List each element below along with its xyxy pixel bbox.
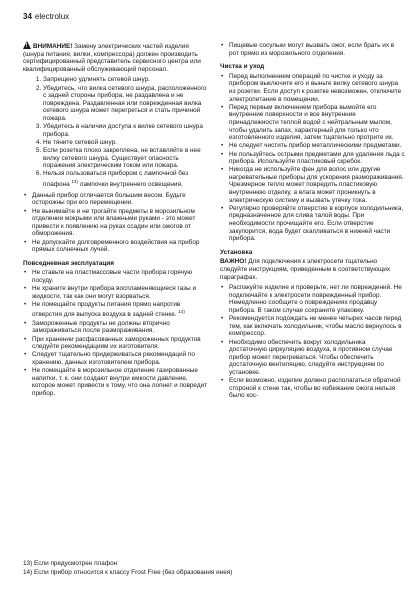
list-item: • Не допускайте долговременного воздействия на прибор прямых солнечных лучей.: [32, 239, 209, 254]
section-title-install: Установка: [220, 248, 253, 256]
list-item-text: Не помещайте продукты питания прямо напротив отверстия для выпуска воздуха в задней стенке.: [32, 300, 181, 319]
numbered-list: [23, 76, 209, 188]
footnote-ref: 14): [178, 309, 185, 315]
list-item: 4. Не тяните сетевой шнур.: [43, 139, 209, 147]
list-item-tail: лампочки внутреннего освещения.: [79, 181, 183, 189]
list-item: [32, 301, 209, 319]
install-note: [220, 258, 405, 281]
left-column: [23, 40, 209, 401]
install-list: [220, 284, 405, 400]
list-item: • Необходимо обеспечить вокруг холодильника достаточную циркуляцию воздуха, в противном случае прибор может перегреваться. Чтобы обеспечить достаточную вентиляцию, следуйте инструкциям по установке.: [229, 339, 405, 377]
footnote-13: 13) Если предусмотрен плафон: [23, 560, 118, 567]
list-item: • При хранении расфасованных замороженных продуктов следуйте рекомендациям их изготовителя.: [32, 336, 209, 351]
list-item-text: Нельзя пользоваться прибором с лампочной без плафона: [43, 170, 189, 189]
warning-label: ВНИМАНИЕ!: [33, 43, 73, 50]
list-item: • Не храните внутри прибора воспламеняющиеся газы и жидкости, так как они могут взорваться.: [32, 285, 209, 300]
list-item: • Перед выполнением операций по чистке и уходу за прибором выключите его и выньте вилку сетевого шнура из розетки. Если доступ к розетке невозможен, отключите электропитание в помещении.: [229, 73, 405, 103]
list-item: • Перед первым включением прибора вымойте его внутренние поверхности и все внутренние принадлежности теплой водой с нейтральным мылом, чтобы удалить запах, характерный для только что изготовленного изделия, затем тщательно протрите их.: [229, 104, 405, 142]
list-item: 2. Убедитесь, что вилка сетевого шнура, расположенного с задней стороны прибора, не раздавлена и не повреждена. Раздавленная или поврежденная вилка сетевого шнура может перегреться и стать причиной пожара.: [43, 85, 209, 123]
list-item: 3. Убедитесь в наличии доступа к вилке сетевого шнура прибора.: [43, 123, 209, 138]
brand-name: electrolux: [34, 12, 70, 21]
list-item: • Никогда не используйте фен для волос или другие нагревательные приборы для ускорения размораживания. Чрезмерное тепло может повредить пластиковую внутреннюю отделку, а влага может проникнуть в электрическую систему и вызвать утечку тока.: [229, 166, 405, 204]
list-item: • Данный прибор отличается большим весом. Будьте осторожны при его перемещении.: [32, 192, 209, 207]
page-header: [23, 12, 69, 21]
section-title-daily-use: Повседневная эксплуатация: [23, 259, 115, 267]
list-item: • Не ставьте на пластмассовые части прибора горячую посуду.: [32, 269, 209, 284]
list-item: [43, 170, 209, 188]
list-item: 1. Запрещено удлинять сетевой шнур.: [43, 76, 209, 84]
daily-use-list: [23, 269, 209, 397]
care-list: [220, 73, 405, 243]
list-item: • Следует тщательно придерживаться рекомендаций по хранению, данных изготовителем прибора.: [32, 351, 209, 366]
list-item: • Не помещайте в морозильное отделение газированные напитки, т. к. они создают внутри емкости давление, которое может привести к тому, что она лопнет и повредит прибор.: [32, 367, 209, 397]
list-item: • Регулярно проверяйте отверстие в корпусе холодильника, предназначенное для слива талой воды. При необходимости прочищайте его. Если отверстие закупорится, вода будет скапливаться в нижней части прибора.: [229, 205, 405, 243]
list-item: • Распакуйте изделие и проверьте, нет ли повреждений. Не подключайте к электросети поврежденный прибор. Немедленно сообщите о повреждениях продавцу прибора. В таком случае сохраните упаковку.: [229, 284, 405, 314]
footnotes: [23, 560, 232, 577]
list-item: • Замороженные продукты не должны вторично замораживаться после размораживания.: [32, 320, 209, 335]
footnote-ref: 13): [71, 179, 78, 185]
list-item: • Рекомендуется подождать не менее четырех часов перед тем, как включать холодильник, чтобы масло вернулось в компрессор.: [229, 315, 405, 338]
install-note-text: Для подключения к электросети тщательно следуйте инструкциям, приведенным в соответствующих параграфах.: [220, 258, 391, 281]
warning-icon: [23, 41, 31, 49]
warning-text: Замену электрических частей изделия (шнура питания, вилки, компрессора) должен производить сертифицированный представитель сервисного центра или квалифицированный обслуживающий персонал.: [23, 43, 201, 73]
important-label: ВАЖНО!: [220, 258, 247, 266]
list-item: • Не пользуйтесь острыми предметами для удаления льда с прибора. Используйте пластиковый скребок.: [229, 151, 405, 166]
bullet-list: [23, 192, 209, 254]
list-item: • Если возможно, изделие должно располагаться обратной стороной к стене так, чтобы во избежание ожога нельзя было кос-: [229, 377, 405, 400]
warning-paragraph: [23, 40, 209, 73]
bullet-list: [220, 42, 405, 57]
list-item: • Не вынимайте и не трогайте предметы в морозильном отделении мокрыми или влажными руками - это может привести к появлению на руках ссадин или ожогов от обморожения.: [32, 208, 209, 238]
page-number: 34: [23, 12, 32, 21]
list-item: • Пищевые сосульки могут вызвать ожог, если брать их в рот прямо из морозильного отделения.: [229, 42, 405, 57]
section-title-care: Чистка и уход: [220, 63, 265, 71]
footnote-14: 14) Если прибор относится к классу Frost Free (без образования инея): [23, 568, 233, 576]
list-item: 5. Если розетка плохо закреплена, не вставляйте в нее вилку сетевого шнура. Существует опасность поражения электрическим током или пожара.: [43, 147, 209, 170]
list-item: • Не следует чистить прибор металлическими предметами.: [229, 142, 405, 150]
right-column: [220, 40, 405, 403]
